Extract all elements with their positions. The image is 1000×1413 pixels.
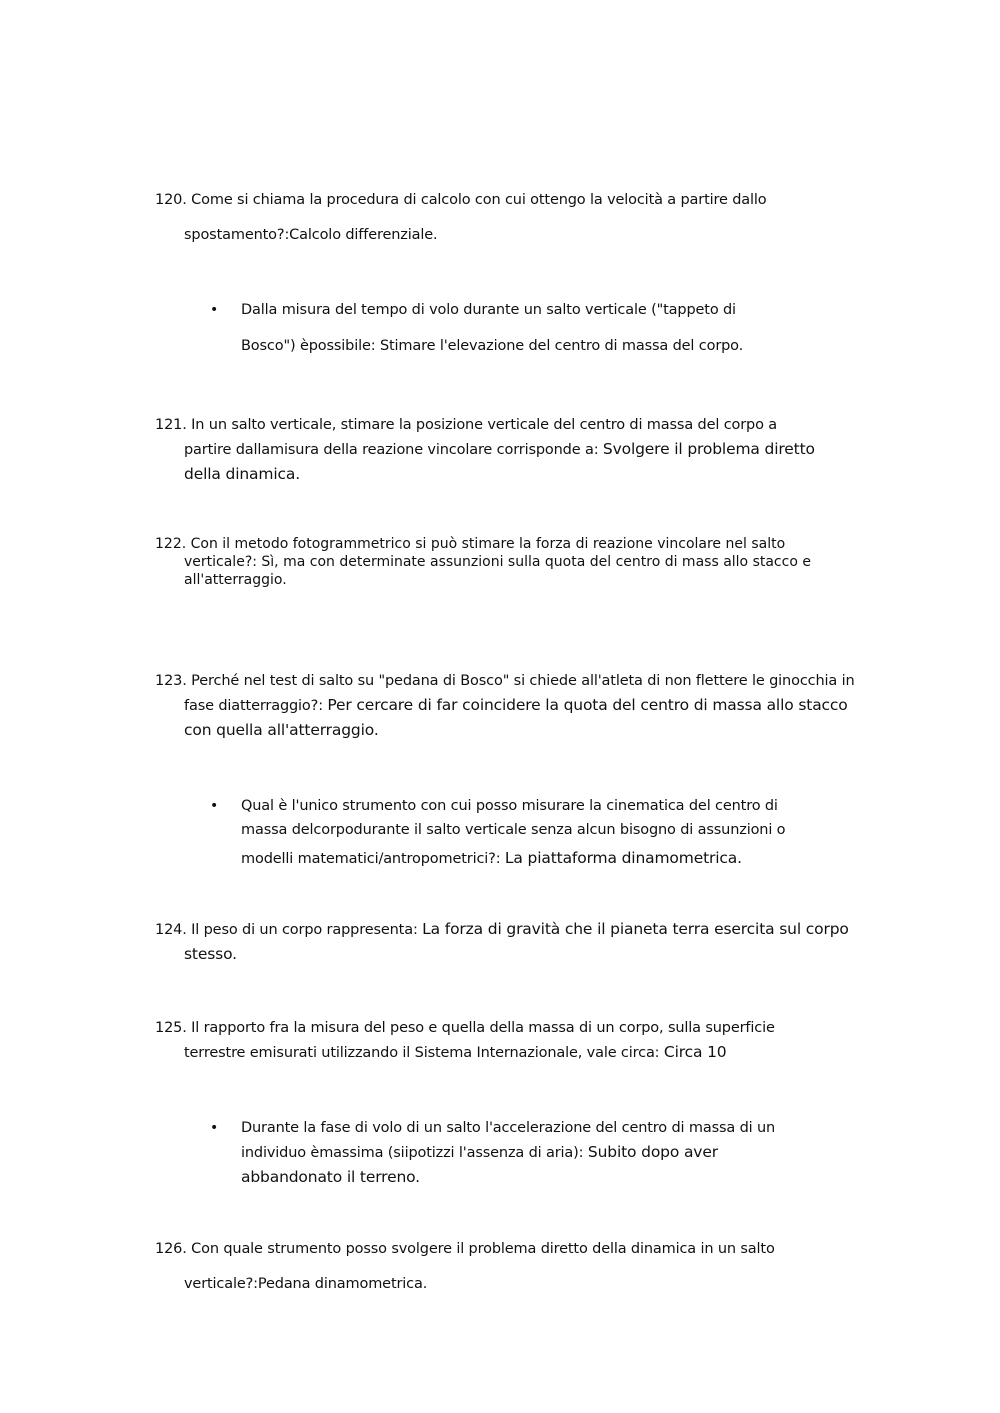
question-answer-cont: all'atterraggio. [184, 572, 287, 588]
question-answer: verticale?: Sì, ma con determinate assunzioni sulla quota del centro di mass allo stacco e [184, 554, 811, 570]
question-text: Il peso di un corpo rappresenta: [191, 922, 418, 938]
bullet-icon: • [210, 302, 219, 318]
question-answer: Per cercare di far coincidere la quota del centro di massa allo stacco [327, 696, 848, 714]
question-125 [155, 1016, 855, 1065]
question-text: individuo èmassima (siipotizzi l'assenza di aria): [241, 1145, 584, 1161]
question-number: 125. [155, 1020, 187, 1036]
question-number: 123. [155, 673, 187, 689]
question-text: modelli matematici/antropometrici?: [241, 851, 501, 867]
question-number: 121. [155, 417, 187, 433]
question-124 [155, 917, 855, 966]
question-120 [155, 192, 855, 243]
question-121 [155, 413, 855, 486]
question-text: terrestre emisurati utilizzando il Sistema Internazionale, vale circa: [184, 1045, 660, 1061]
question-text: massa delcorpodurante il salto verticale senza alcun bisogno di assunzioni o [241, 822, 786, 838]
question-text: Perché nel test di salto su "pedana di Bosco" si chiede all'atleta di non flettere le ginocchia in [191, 673, 855, 689]
question-answer-cont: della dinamica. [184, 465, 300, 483]
question-number: 124. [155, 922, 187, 938]
question-text: partire dallamisura della reazione vincolare corrisponde a: [184, 442, 599, 458]
question-answer: Circa 10 [663, 1043, 727, 1061]
question-answer-cont: stesso. [184, 945, 237, 963]
question-answer: verticale?:Pedana dinamometrica. [184, 1276, 428, 1292]
question-answer: Subito dopo aver [587, 1143, 718, 1161]
bullet-icon: • [210, 1120, 219, 1136]
question-number: 122. [155, 536, 187, 552]
bullet-icon: • [210, 798, 219, 814]
question-number: 120. [155, 192, 187, 208]
bullet-question-accelerazione [210, 1116, 830, 1189]
bullet-question-volo [210, 302, 830, 354]
question-text: fase diatterraggio?: [184, 698, 323, 714]
question-answer-cont: con quella all'atterraggio. [184, 721, 379, 739]
question-text: Qual è l'unico strumento con cui posso misurare la cinematica del centro di [241, 798, 778, 814]
bullet-question-strumento [210, 794, 830, 871]
question-answer: La forza di gravità che il pianeta terra esercita sul corpo [422, 920, 849, 938]
question-126 [155, 1241, 855, 1292]
question-answer: Bosco") èpossibile: Stimare l'elevazione del centro di massa del corpo. [241, 338, 744, 354]
question-answer: La piattaforma dinamometrica. [504, 849, 742, 867]
question-answer: Svolgere il problema diretto [602, 440, 815, 458]
question-text: Dalla misura del tempo di volo durante un salto verticale ("tappeto di [241, 302, 736, 318]
question-text: Con il metodo fotogrammetrico si può stimare la forza di reazione vincolare nel salto [190, 536, 786, 552]
question-answer-cont: abbandonato il terreno. [241, 1168, 420, 1186]
question-text: Durante la fase di volo di un salto l'accelerazione del centro di massa di un [241, 1120, 776, 1136]
question-text: Come si chiama la procedura di calcolo con cui ottengo la velocità a partire dallo [191, 192, 767, 208]
question-number: 126. [155, 1241, 187, 1257]
question-text: Il rapporto fra la misura del peso e quella della massa di un corpo, sulla superficie [191, 1020, 775, 1036]
question-122 [155, 535, 855, 589]
question-answer: spostamento?:Calcolo differenziale. [184, 227, 438, 243]
question-text: In un salto verticale, stimare la posizione verticale del centro di massa del corpo a [191, 417, 778, 433]
question-123 [155, 669, 855, 742]
question-text: Con quale strumento posso svolgere il problema diretto della dinamica in un salto [191, 1241, 775, 1257]
